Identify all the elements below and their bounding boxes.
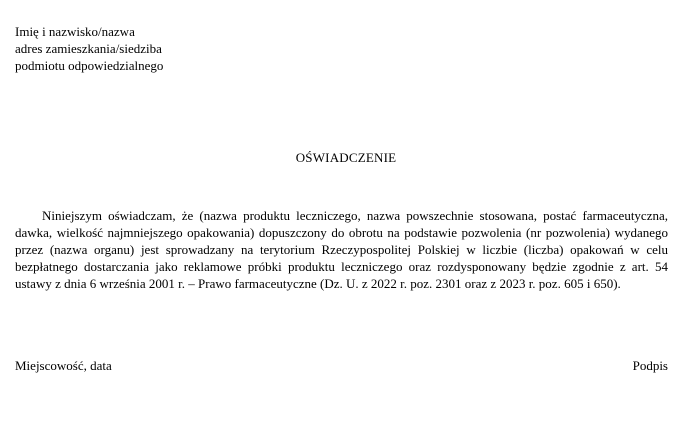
declaration-body: Niniejszym oświadczam, że (nazwa produktu leczniczego, nazwa powszechnie stosowana, postać farmaceutyczna, dawka, wielkość najmniejszego opakowania) dopuszczony do obrotu na podstawie pozwolenia (nr pozwolenia) wydanego przez (nazwa organu) jest sprowadzany na terytorium Rzeczypospolitej Polskiej w liczbie (liczba) opakowań w celu bezpłatnego dostarczania jako reklamowe próbki produktu leczniczego oraz rozdysponowany będzie zgodnie z art. 54 ustawy z dnia 6 września 2001 r. – Prawo farmaceutyczne (Dz. U. z 2022 r. poz. 2301 oraz z 2023 r. poz. 605 i 650). xyxy=(15,208,668,291)
sender-block xyxy=(15,23,163,74)
signature-label: Podpis xyxy=(632,358,668,373)
place-date-label: Miejscowość, data xyxy=(15,358,112,373)
sender-name-line: Imię i nazwisko/nazwa xyxy=(15,24,135,39)
sender-address-line: adres zamieszkania/siedziba xyxy=(15,41,162,56)
document-title: OŚWIADCZENIE xyxy=(295,150,397,165)
sender-entity-line: podmiotu odpowiedzialnego xyxy=(15,58,164,73)
